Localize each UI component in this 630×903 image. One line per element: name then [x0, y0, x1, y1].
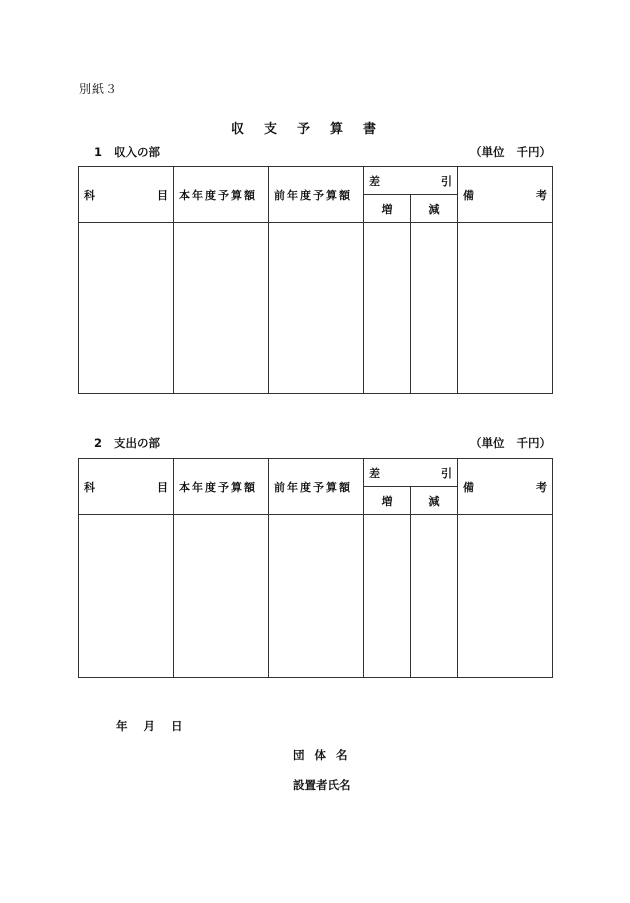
income-section-number: 1 [94, 145, 103, 159]
header-subject-left: 科 [84, 188, 95, 202]
expense-prev-year-cell[interactable] [269, 515, 364, 678]
income-section-title: 収入の部 [114, 145, 161, 159]
income-subject-cell[interactable] [79, 223, 174, 394]
income-decrease-cell[interactable] [411, 223, 458, 394]
expense-this-year-cell[interactable] [174, 515, 269, 678]
header-remarks [458, 459, 553, 515]
expense-unit-close: 千円） [516, 436, 551, 450]
income-section-heading [94, 144, 160, 160]
expense-section-title: 支出の部 [114, 436, 161, 450]
header-subject [79, 459, 174, 515]
expense-increase-cell[interactable] [364, 515, 411, 678]
header-difference-left: 差 [369, 466, 380, 480]
header-remarks-right: 考 [536, 480, 547, 494]
income-unit-label [470, 144, 551, 160]
header-increase: 増 [364, 195, 411, 223]
header-this-year-budget: 本年度予算額 [174, 167, 269, 223]
organization-name-label: 団体名 [293, 748, 358, 762]
expense-unit-label [470, 435, 551, 451]
income-this-year-cell[interactable] [174, 223, 269, 394]
expense-remarks-cell[interactable] [458, 515, 553, 678]
header-decrease: 減 [411, 487, 458, 515]
header-subject-right: 目 [157, 188, 168, 202]
income-unit-open: （単位 [470, 145, 505, 159]
header-subject [79, 167, 174, 223]
income-remarks-cell[interactable] [458, 223, 553, 394]
header-subject-left: 科 [84, 480, 95, 494]
header-increase: 増 [364, 487, 411, 515]
header-difference-right: 引 [441, 174, 452, 188]
header-remarks-right: 考 [536, 188, 547, 202]
expense-table [78, 458, 553, 678]
header-difference [364, 167, 458, 195]
page-title: 収支予算書 [231, 122, 397, 137]
income-prev-year-cell[interactable] [269, 223, 364, 394]
header-subject-right: 目 [157, 480, 168, 494]
header-remarks [458, 167, 553, 223]
expense-subject-cell[interactable] [79, 515, 174, 678]
income-increase-cell[interactable] [364, 223, 411, 394]
income-unit-close: 千円） [516, 145, 551, 159]
header-difference [364, 459, 458, 487]
header-prev-year-budget: 前年度予算額 [269, 459, 364, 515]
header-this-year-budget: 本年度予算額 [174, 459, 269, 515]
expense-decrease-cell[interactable] [411, 515, 458, 678]
header-remarks-left: 備 [463, 188, 474, 202]
date-line: 年 月 日 [116, 719, 183, 733]
expense-section-heading [94, 435, 160, 451]
expense-unit-open: （単位 [470, 436, 505, 450]
income-table [78, 166, 553, 394]
header-difference-left: 差 [369, 174, 380, 188]
attachment-label: 別紙３ [79, 82, 119, 96]
header-remarks-left: 備 [463, 480, 474, 494]
header-decrease: 減 [411, 195, 458, 223]
expense-section-number: 2 [94, 436, 103, 450]
header-difference-right: 引 [441, 466, 452, 480]
header-prev-year-budget: 前年度予算額 [269, 167, 364, 223]
founder-name-label: 設置者氏名 [293, 778, 351, 792]
